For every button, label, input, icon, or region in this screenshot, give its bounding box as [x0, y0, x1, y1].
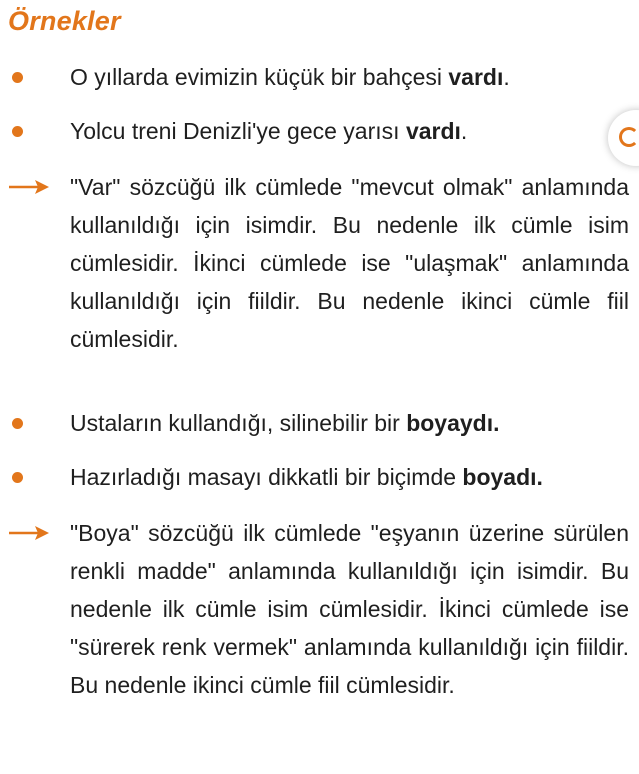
sentence-text: Ustaların kullandığı, silinebilir bir — [70, 410, 407, 436]
highlighted-word: vardı — [405, 118, 461, 144]
sentence-text: Yolcu treni Denizli'ye gece yarısı — [70, 118, 406, 144]
sentence-text: Hazırladığı masayı dikkatli bir biçimde — [70, 464, 463, 490]
sentence-punctuation: . — [503, 64, 510, 90]
sentence-text: O yıllarda evimizin küçük bir bahçesi — [70, 64, 449, 90]
sentence-punctuation: . — [460, 118, 468, 144]
example-sentence — [70, 458, 629, 496]
bullet-dot-icon — [12, 126, 23, 137]
highlighted-word: boyaydı. — [406, 410, 500, 436]
arrow-right-icon — [7, 178, 51, 196]
example-sentence — [70, 112, 629, 150]
example-sentence — [70, 404, 629, 442]
bullet-dot-icon — [12, 472, 23, 483]
bullet-marker — [0, 458, 60, 496]
section-title: Örnekler — [8, 6, 121, 36]
explanation-text: "Var" sözcüğü ilk cümlede "mevcut olmak" anlamında kullanıldığı için isimdir. Bu nedenle ilk cümle isim cümlesidir. İkinci cümlede ise "ulaşmak" anlamında kullanıldığı için fiildir. Bu nedenle ikinci cümle fiil cümlesidir. — [70, 174, 629, 352]
bullet-marker — [0, 58, 60, 96]
bullet-marker — [0, 112, 60, 150]
ring-icon — [619, 127, 639, 147]
arrow-right-icon — [7, 524, 51, 542]
bullet-dot-icon — [12, 418, 23, 429]
bullet-marker — [0, 404, 60, 442]
explanation-text: "Boya" sözcüğü ilk cümlede "eşyanın üzerine sürülen renkli madde" anlamında kullanıldığı için isimdir. Bu nedenle ilk cümle isim cümlesidir. İkinci cümlede ise "sürerek renk vermek" anlamında kullanıldığı için fiildir. Bu nedenle ikinci cümle fiil cümlesidir. — [70, 520, 629, 698]
highlighted-word: boyadı. — [462, 464, 543, 490]
arrow-marker — [0, 168, 60, 206]
example-sentence — [70, 58, 629, 96]
bullet-dot-icon — [12, 72, 23, 83]
highlighted-word: vardı — [448, 64, 504, 90]
arrow-marker — [0, 514, 60, 552]
